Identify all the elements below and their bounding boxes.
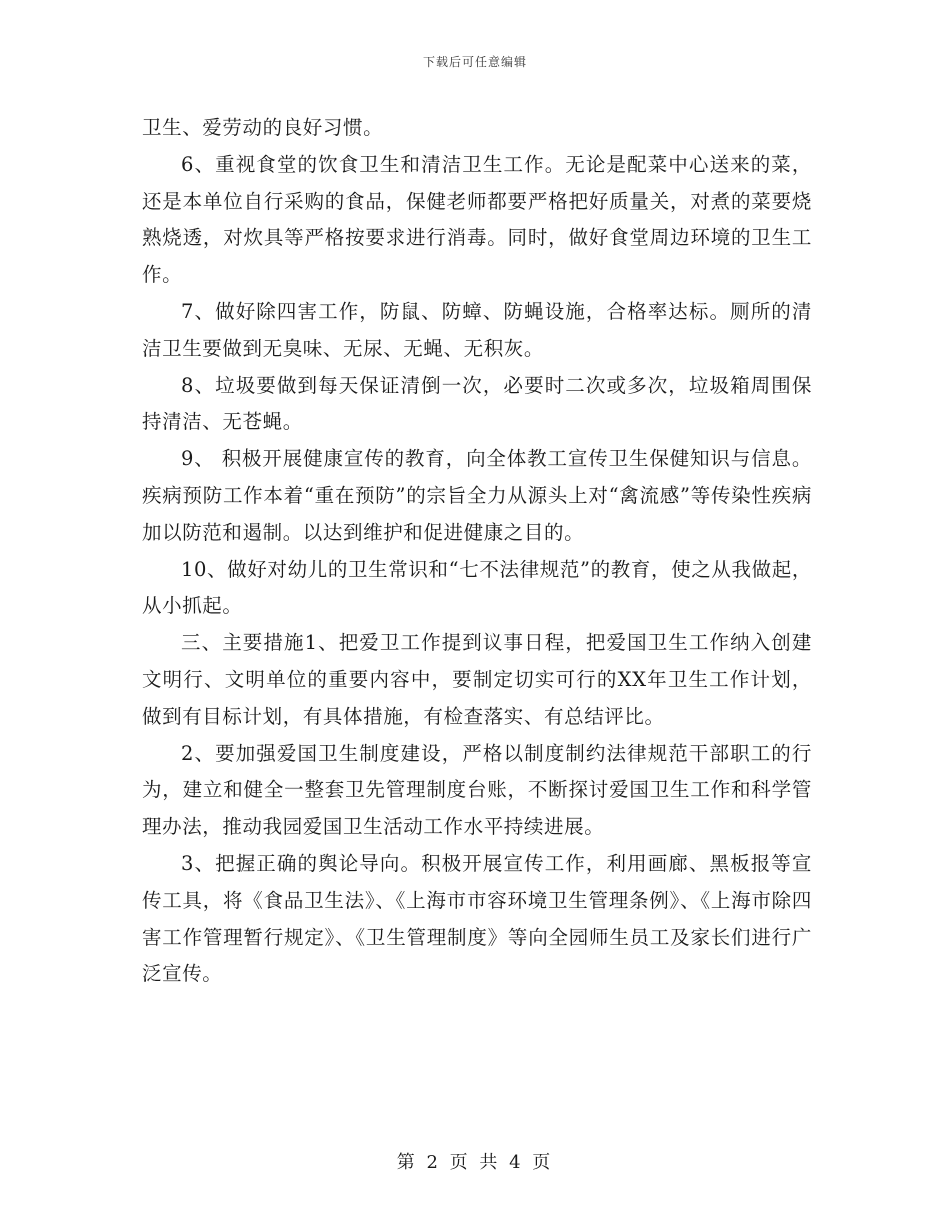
document-body [142, 110, 812, 993]
paragraph-continuation: 卫生、爱劳动的良好习惯。 [142, 116, 384, 139]
paragraph-measures-3: 3、把握正确的舆论导向。积极开展宣传工作，利用画廊、黑板报等宣传工具，将《食品卫生法》、《上海市市容环境卫生管理条例》、《上海市除四害工作管理暂行规定》、《卫生管理制度》等向全园师生员工及家长们进行广泛宣传。 [142, 851, 812, 986]
paragraph-measures-1: 三、主要措施1、把爱卫工作提到议事日程，把爱国卫生工作纳入创建文明行、文明单位的重要内容中，要制定切实可行的XX年卫生工作计划，做到有目标计划，有具体措施，有检查落实、有总结评比。 [142, 631, 812, 728]
paragraph-measures-2: 2、要加强爱国卫生制度建设，严格以制度制约法律规范干部职工的行为，建立和健全一整套卫先管理制度台账，不断探讨爱国卫生工作和科学管理办法，推动我园爱国卫生活动工作水平持续进展。 [142, 741, 812, 839]
paragraph-item-8: 8、垃圾要做到每天保证清倒一次，必要时二次或多次，垃圾箱周围保持清洁、无苍蝇。 [142, 373, 812, 434]
paragraph-item-6: 6、重视食堂的饮食卫生和清洁卫生工作。无论是配菜中心送来的菜，还是本单位自行采购的食品，保健老师都要严格把好质量关，对煮的菜要烧熟烧透，对炊具等严格按要求进行消毒。同时，做好食堂周边环境的卫生工作。 [142, 152, 812, 287]
paragraph-item-9: 9、 积极开展健康宣传的教育，向全体教工宣传卫生保健知识与信息。疾病预防工作本着“重在预防”的宗旨全力从源头上对“禽流感”等传染性疾病加以防范和遏制。以达到维护和促进健康之目的。 [142, 447, 812, 544]
page-number-footer: 第 2 页 共 4 页 [396, 1152, 554, 1173]
paragraph-item-10: 10、做好对幼儿的卫生常识和“七不法律规范”的教育，使之从我做起，从小抓起。 [142, 557, 812, 618]
paragraph-item-7: 7、做好除四害工作，防鼠、防蟑、防蝇设施，合格率达标。厕所的清洁卫生要做到无臭味、无尿、无蝇、无积灰。 [142, 299, 812, 360]
page-header: 下载后可任意编辑 [422, 55, 527, 69]
